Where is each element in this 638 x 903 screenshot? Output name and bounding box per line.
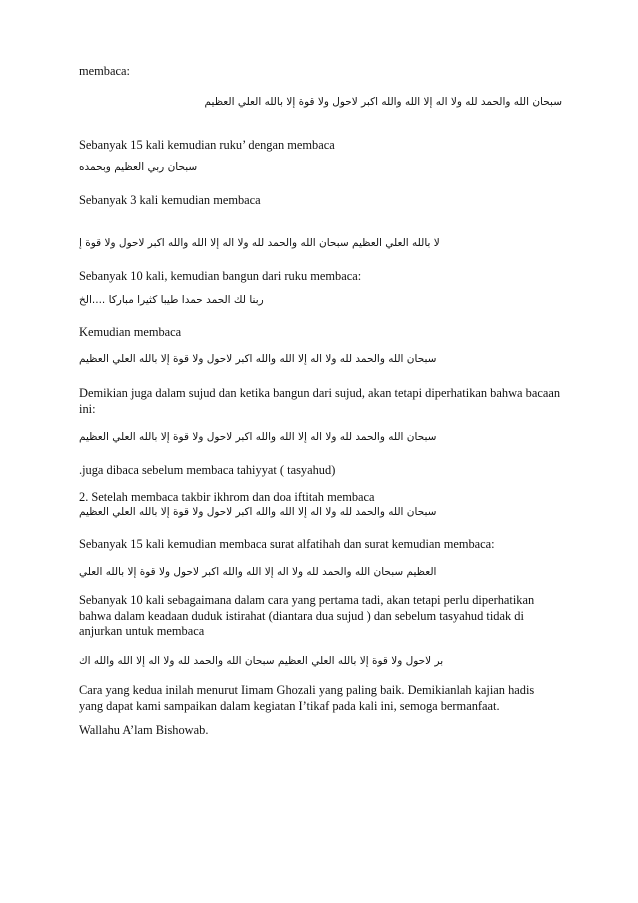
- text-line: .juga dibaca sebelum membaca tahiyyat ( tasyahud): [79, 463, 336, 477]
- arabic-line: ربنا لك الحمد حمدا طيبا كثيرا مباركا ....الخ: [79, 294, 264, 306]
- arabic-line: سبحان الله والحمد لله ولا اله إلا الله والله اكبر لاحول ولا قوة إلا بالله العلي العظيم: [79, 506, 437, 518]
- arabic-line: سبحان الله والحمد لله ولا اله إلا الله والله اكبر لاحول ولا قوة إلا بالله العلي العظيم: [79, 353, 437, 365]
- arabic-line: سبحان ربي العظيم وبحمده: [79, 161, 198, 173]
- arabic-line: سبحان الله والحمد لله ولا اله إلا الله والله اكبر لاحول ولا قوة إلا بالله العلي العظيم: [79, 431, 437, 443]
- text-line: Sebanyak 15 kali kemudian membaca surat alfatihah dan surat kemudian membaca:: [79, 537, 495, 551]
- text-line: Wallahu A’lam Bishowab.: [79, 723, 209, 737]
- arabic-line: لا بالله العلي العظيم سبحان الله والحمد لله ولا اله إلا الله والله اكبر لاحول ولا قوة إ: [79, 237, 440, 249]
- arabic-line: بر لاحول ولا قوة إلا بالله العلي العظيم سبحان الله والحمد لله ولا اله إلا الله والله اك: [79, 655, 444, 667]
- text-paragraph: Cara yang kedua inilah menurut Iimam Ghozali yang paling baik. Demikianlah kajian hadis yang dapat kami sampaikan dalam kegiatan I’tikaf pada kali ini, semoga bermanfaat.: [79, 683, 535, 713]
- text-line: Sebanyak 10 kali, kemudian bangun dari ruku membaca:: [79, 269, 362, 283]
- text-line: Kemudian membaca: [79, 325, 182, 339]
- text-line: Sebanyak 15 kali kemudian ruku’ dengan membaca: [79, 138, 335, 152]
- text-line: membaca:: [79, 64, 130, 78]
- arabic-line: سبحان الله والحمد لله ولا اله إلا الله والله اكبر لاحول ولا قوة إلا بالله العلي العظيم: [204, 96, 562, 108]
- text-line: Sebanyak 3 kali kemudian membaca: [79, 193, 261, 207]
- arabic-line: العظيم سبحان الله والحمد لله ولا اله إلا الله والله اكبر لاحول ولا قوة إلا بالله العلي: [79, 566, 437, 578]
- text-paragraph: Demikian juga dalam sujud dan ketika bangun dari sujud, akan tetapi diperhatikan bahwa bacaan ini:: [79, 386, 561, 416]
- text-paragraph: Sebanyak 10 kali sebagaimana dalam cara yang pertama tadi, akan tetapi perlu diperhatikan bahwa dalam keadaan duduk istirahat (diantara dua sujud ) dan sebelum tasyahud tidak di anjurkan untuk membaca: [79, 593, 535, 638]
- text-line: 2. Setelah membaca takbir ikhrom dan doa iftitah membaca: [79, 490, 375, 504]
